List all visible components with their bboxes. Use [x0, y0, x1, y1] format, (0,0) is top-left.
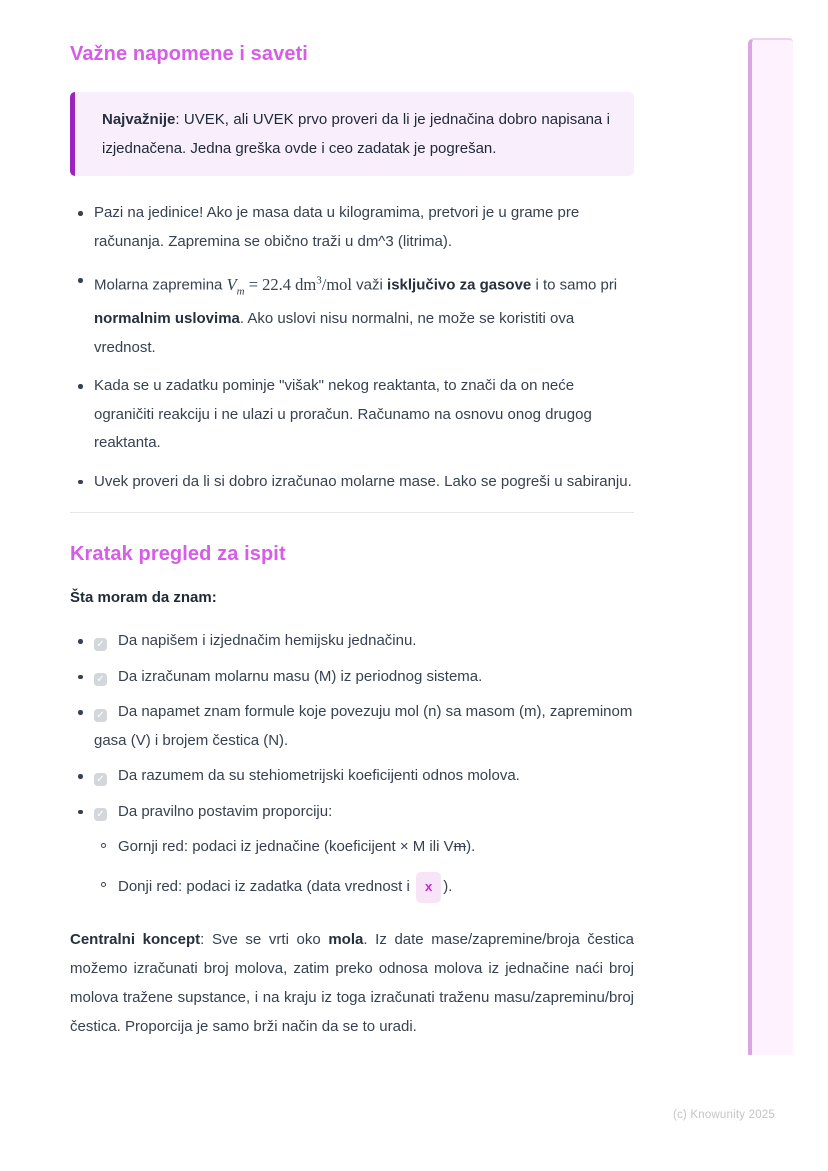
callout-text — [102, 105, 610, 163]
note-text: i to samo pri — [531, 276, 618, 294]
note-text: . Ako uslovi nisu normalni, ne može se koristiti ova vrednost. — [94, 310, 575, 356]
note-text: Kada se u zadatku pominje "višak" nekog reaktanta, to znači da on neće ograničiti reakciju i ne ulazi u proračun. Računamo na osnovu onog drugog reaktanta. — [94, 377, 592, 452]
checklist-item — [70, 663, 634, 692]
checklist-text: Da izračunam molarnu masu (M) iz periodnog sistema. — [118, 667, 483, 685]
page-title: Važne napomene i saveti — [70, 43, 308, 65]
note-text: Uvek proveri da li si dobro izračunao molarne mase. Lako se pogreši u sabiranju. — [94, 472, 632, 490]
checkbox-checked-icon[interactable]: ✓ — [94, 808, 107, 821]
bullet-icon — [78, 384, 83, 389]
proportion-sublist — [94, 833, 634, 903]
bullet-icon — [78, 675, 83, 680]
bullet-icon — [78, 810, 83, 815]
bold-text: Centralni koncept — [70, 931, 201, 949]
note-text: važi — [352, 276, 388, 294]
checklist-subtitle: Šta moram da znam: — [70, 589, 217, 607]
important-callout — [70, 92, 634, 176]
callout-rest: : UVEK, ali UVEK prvo proveri da li je jednačina dobro napisana i izjednačena. Jedna greška ovde i ceo zadatak je pogrešan. — [102, 111, 610, 157]
bullet-icon — [78, 480, 83, 485]
bullet-icon — [78, 774, 83, 779]
copyright-footer: (c) Knowunity 2025 — [672, 1109, 775, 1121]
document-content — [70, 0, 634, 1041]
bold-text: normalnim uslovima — [94, 310, 240, 328]
bullet-icon — [78, 710, 83, 715]
sublist-item — [94, 872, 634, 904]
bullet-icon — [78, 278, 83, 283]
math-formula: $V_m = 22.4$ $dm^3$/mol — [226, 274, 353, 297]
list-item — [70, 266, 634, 362]
sublist-item — [94, 833, 634, 862]
note-text: Molarna zapremina — [94, 276, 227, 294]
callout-lead: Najvažnije — [102, 111, 176, 128]
circle-bullet-icon — [101, 882, 106, 887]
exam-checklist — [70, 627, 634, 903]
bullet-icon — [78, 639, 83, 644]
checkbox-checked-icon[interactable]: ✓ — [94, 673, 107, 686]
next-page-edge — [748, 38, 793, 1055]
checkbox-checked-icon[interactable]: ✓ — [94, 709, 107, 722]
section-title-pregled: Kratak pregled za ispit — [70, 543, 286, 566]
bold-text: mola — [328, 931, 364, 949]
list-item — [70, 199, 634, 256]
sublist-text: ). — [466, 838, 476, 856]
section-divider — [70, 512, 634, 513]
checklist-text: Da napamet znam formule koje povezuju mol (n) sa masom (m), zapreminom gasa (V) i brojem čestica (N). — [94, 703, 633, 749]
checklist-item — [70, 798, 634, 904]
list-item — [70, 468, 634, 497]
bold-text: isključivo za gasove — [387, 276, 532, 294]
sublist-text: ). — [443, 877, 453, 895]
checklist-text: Da napišem i izjednačim hemijsku jednačinu. — [118, 632, 417, 650]
sublist-text: Gornji red: podaci iz jednačine (koeficijent × M ili V — [118, 838, 454, 856]
checklist-item — [70, 762, 634, 791]
checklist-text: Da razumem da su stehiometrijski koeficijenti odnos molova. — [118, 767, 520, 785]
sublist-text: Donji red: podaci iz zadatka (data vrednost i — [118, 877, 410, 895]
inline-code-x: x — [416, 872, 441, 904]
central-concept-paragraph — [70, 925, 634, 1041]
concept-text: . Iz date mase/zapremine/broja čestica možemo izračunati broj molova, zatim preko odnosa molova iz jednačine naći broj molova tražene supstance, i na kraju iz toga izračunati traženu masu/zapreminu/broj čestica. Proporcija je samo brži način da se to uradi. — [70, 931, 634, 1036]
notes-list — [70, 199, 634, 496]
checkbox-checked-icon[interactable]: ✓ — [94, 638, 107, 651]
strikethrough-text: m — [453, 838, 467, 856]
bullet-icon — [78, 211, 83, 216]
checklist-item — [70, 627, 634, 656]
checklist-text: Da pravilno postavim proporciju: — [118, 802, 333, 820]
list-item — [70, 372, 634, 458]
checkbox-checked-icon[interactable]: ✓ — [94, 773, 107, 786]
note-text: Pazi na jedinice! Ako je masa data u kilogramima, pretvori je u grame pre računanja. Zapremina se obično traži u dm^3 (litrima). — [94, 204, 580, 250]
concept-text: : Sve se vrti oko — [200, 931, 329, 949]
checklist-item — [70, 698, 634, 755]
circle-bullet-icon — [101, 843, 106, 848]
